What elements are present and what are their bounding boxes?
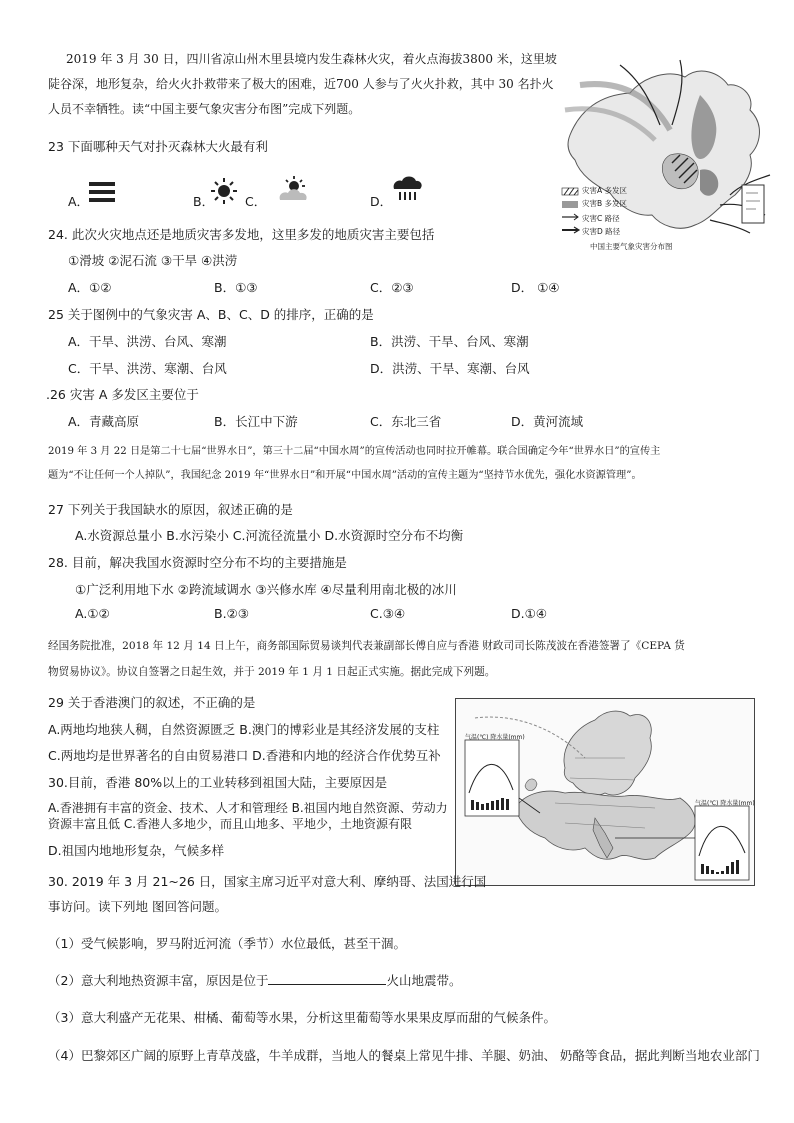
q29-line-1: A.两地均地狭人稠，自然资源匮乏 B.澳门的博彩业是其经济发展的支柱 xyxy=(48,722,440,737)
q28-items: ①广泛利用地下水 ②跨流域调水 ③兴修水库 ④尽量利用南北极的冰川 xyxy=(75,582,457,597)
q30b-line-1: 30. 2019 年 3 月 21~26 日，国家主席习近平对意大利、摩纳哥、法国进行国 xyxy=(48,874,487,889)
q30a-line-2: 资源丰富且低 C.香港人多地少，而且山地多、平地少，土地资源有限 xyxy=(48,817,413,831)
left-climate-chart-label: 气温(℃) 降水量(mm) xyxy=(465,734,525,741)
q30b-sub-2 xyxy=(48,971,461,989)
intro-paragraph-1 xyxy=(48,47,558,122)
fog-weather-icon xyxy=(89,180,117,207)
q28-option-c: C.③④ xyxy=(370,606,406,621)
q30a-text: 30.目前，香港 80%以上的工业转移到祖国大陆，主要原因是 xyxy=(48,775,388,790)
china-disaster-map xyxy=(560,55,785,253)
map1-caption: 中国主要气象灾害分布图 xyxy=(590,242,673,251)
q25-option-c: C．干旱、洪涝、寒潮、台风 xyxy=(68,361,227,376)
q26-option-c: C．东北三省 xyxy=(370,414,442,429)
answer-blank[interactable] xyxy=(268,972,386,985)
q29-line-2: C.两地均是世界著名的自由贸易港口 D.香港和内地的经济合作优势互补 xyxy=(48,748,441,763)
q26-option-a: A．青藏高原 xyxy=(68,414,140,429)
intro3-line-2: 物贸易协议》。协议自签署之日起生效，并于 2019 年 1 月 1 日起正式实施。据此完成下列题。 xyxy=(48,666,496,678)
q24-option-a: A．①② xyxy=(68,280,112,295)
intro2-line-1: 2019 年 3 月 22 日是第二十七届“世界水日”，第三十二届“中国水周”的宣传活动也同时拉开帷幕。联合国确定今年“世界水日”的宣传主 xyxy=(48,446,661,457)
q24-option-b: B．①③ xyxy=(214,280,258,295)
q28-option-a: A.①② xyxy=(75,606,110,621)
q25-option-d: D．洪涝、干旱、寒潮、台风 xyxy=(370,361,530,376)
heavy-rain-weather-icon xyxy=(392,175,422,204)
q26-text: .26 灾害 A 多发区主要位于 xyxy=(46,387,199,402)
sunny-weather-icon xyxy=(211,178,239,209)
q23-option-a: A． xyxy=(68,194,90,209)
europe-map-illustration xyxy=(455,698,755,886)
q25-option-b: B．洪涝、干旱、台风、寒潮 xyxy=(370,334,529,349)
map1-legend-c: 灾害C 路径 xyxy=(582,214,620,223)
q30b-sub-4: （4）巴黎郊区广阔的原野上青草茂盛，牛羊成群，当地人的餐桌上常见牛排、羊腿、奶油、 奶酪等食品，据此判断当地农业部门 xyxy=(48,1048,760,1063)
q24-option-c: C．②③ xyxy=(370,280,414,295)
q28-text: 28. 目前，解决我国水资源时空分布不均的主要措施是 xyxy=(48,555,347,570)
q23-option-d: D． xyxy=(370,194,393,209)
q23-option-b: B． xyxy=(193,194,215,209)
q28-option-d: D.①④ xyxy=(511,606,548,621)
q28-option-b: B.②③ xyxy=(214,606,249,621)
intro-paragraph-3 xyxy=(48,633,685,685)
q27-options: A.水资源总量小 B.水污染小 C.河流径流量小 D.水资源时空分布不均衡 xyxy=(75,528,464,543)
intro1-line-2: 陡谷深，地形复杂，给火火扑救带来了极大的困难，近700 人参与了火火扑救，其中 30 名扑火 xyxy=(48,77,554,91)
q25-option-a: A．干旱、洪涝、台风、寒潮 xyxy=(68,334,227,349)
q23-option-c: C． xyxy=(245,194,267,209)
partly-cloudy-weather-icon xyxy=(276,176,310,207)
q30b-sub-1: （1）受气候影响，罗马附近河流（季节）水位最低，甚至干涸。 xyxy=(48,936,406,951)
q30a-line-1: A.香港拥有丰富的资金、技术、人才和管理经 B.祖国内地自然资源、劳动力 xyxy=(48,801,448,815)
intro-paragraph-2 xyxy=(48,440,660,488)
q26-option-d: D．黄河流域 xyxy=(511,414,584,429)
map1-legend-d: 灾害D 路径 xyxy=(582,227,621,236)
europe-climate-map xyxy=(455,698,755,886)
map1-legend-a: 灾害A 多发区 xyxy=(582,186,628,195)
q24-items: ①滑坡 ②泥石流 ③干旱 ④洪涝 xyxy=(68,253,238,268)
intro1-line-3: 人员不幸牺牲。读“中国主要气象灾害分布图”完成下列题。 xyxy=(48,102,361,116)
q30a-line-3: D.祖国内地地形复杂，气候多样 xyxy=(48,843,225,858)
q23-text: 23 下面哪种天气对扑灭森林大火最有利 xyxy=(48,139,268,154)
intro3-line-1: 经国务院批准，2018 年 12 月 14 日上午，商务部国际贸易谈判代表兼副部长傅自应与香港 财政司司长陈茂波在香港签署了《CEPA 货 xyxy=(48,640,685,652)
q30b-sub-2-prefix: （2）意大利地热资源丰富，原因是位于 xyxy=(48,973,269,988)
intro1-line-1: 2019 年 3 月 30 日，四川省凉山州木里县境内发生森林火灾，着火点海拔3800 米，这里坡 xyxy=(66,52,557,66)
q24-option-d: D． ①④ xyxy=(511,280,560,295)
q30b-sub-3: （3）意大利盛产无花果、柑橘、葡萄等水果，分析这里葡萄等水果果皮厚而甜的气候条件。 xyxy=(48,1010,556,1025)
q25-text: 25 关于图例中的气象灾害 A、B、C、D 的排序，正确的是 xyxy=(48,307,374,322)
map1-legend-b: 灾害B 多发区 xyxy=(582,199,628,208)
q27-text: 27 下列关于我国缺水的原因，叙述正确的是 xyxy=(48,502,293,517)
intro2-line-2: 题为“不让任何一个人掉队”，我国纪念 2019 年“世界水日”和开展“中国水周”活动的宣传主题为“坚持节水优先，强化水资源管理”。 xyxy=(48,470,642,481)
q29-text: 29 关于香港澳门的叙述，不正确的是 xyxy=(48,695,256,710)
q30b-sub-2-suffix: 火山地震带。 xyxy=(386,973,462,988)
right-climate-chart-label: 气温(℃) 降水量(mm) xyxy=(695,800,755,807)
q24-text: 24. 此次火灾地点还是地质灾害多发地，这里多发的地质灾害主要包括 xyxy=(48,227,435,242)
q30b-line-2: 事访问。读下列地 图回答问题。 xyxy=(48,899,227,914)
q26-option-b: B．长江中下游 xyxy=(214,414,298,429)
